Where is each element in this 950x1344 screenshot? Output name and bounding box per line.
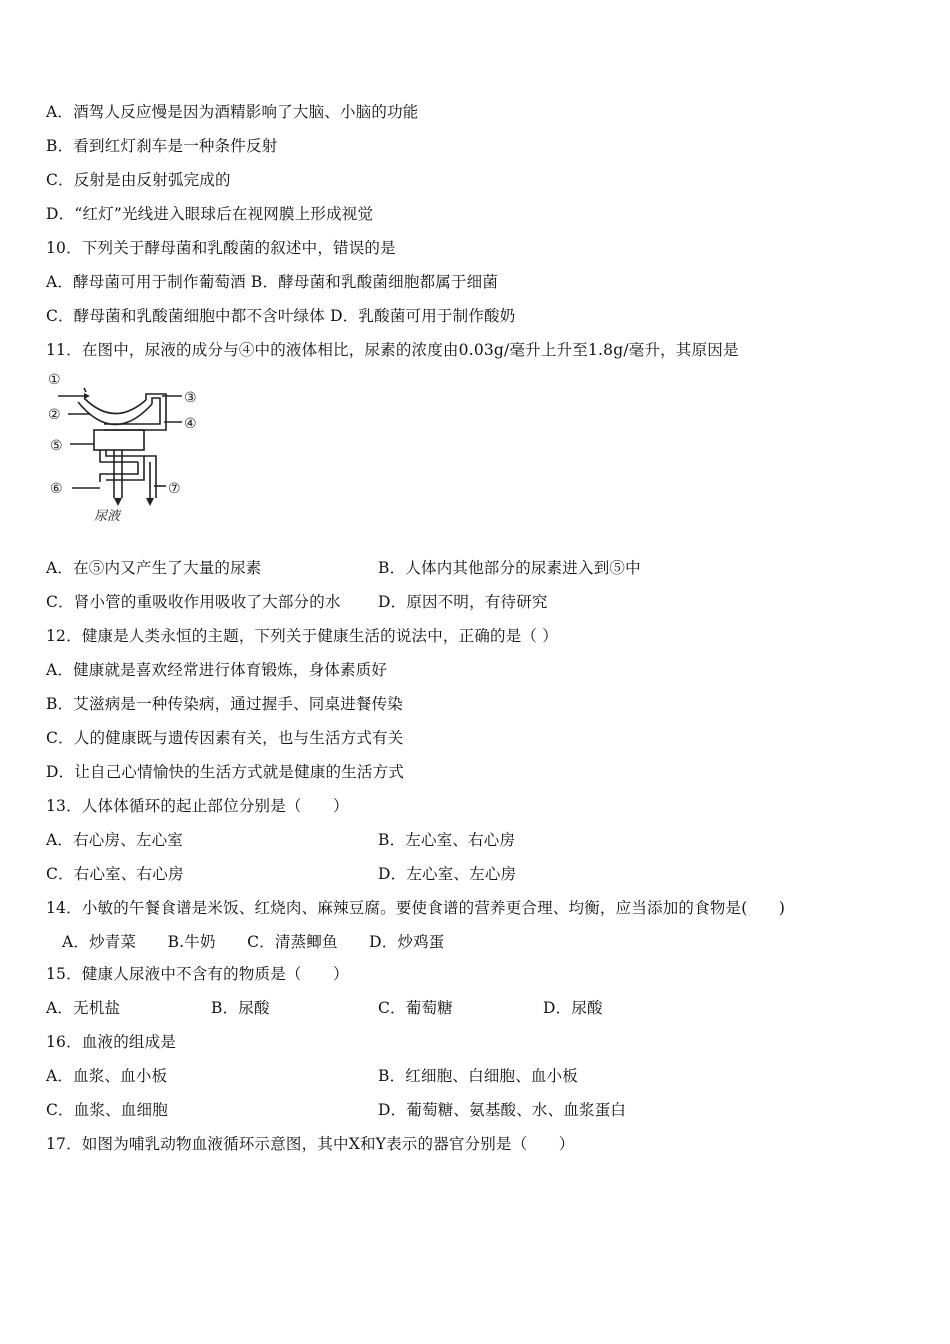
q17-stem: 17．如图为哺乳动物血液循环示意图，其中X和Y表示的器官分别是（ ） — [46, 1135, 575, 1153]
label-6: ⑥ — [50, 481, 63, 497]
q9-option-c: C．反射是由反射弧完成的 — [46, 171, 231, 189]
q13-option-d: D．左心室、左心房 — [378, 865, 517, 883]
q15-option-d: D．尿酸 — [543, 999, 603, 1017]
q13-row-cd — [46, 864, 517, 884]
label-4: ④ — [184, 416, 197, 432]
q12-stem: 12．健康是人类永恒的主题，下列关于健康生活的说法中，正确的是（ ） — [46, 627, 558, 645]
nephron-diagram — [44, 366, 214, 526]
q16-row-cd — [46, 1100, 627, 1120]
q11-option-a: A．在⑤内又产生了大量的尿素 — [46, 559, 262, 577]
label-1: ① — [48, 372, 61, 388]
q15-option-c: C．葡萄糖 — [378, 999, 453, 1017]
q16-option-b: B．红细胞、白细胞、血小板 — [378, 1067, 578, 1085]
q13-option-c: C．右心室、右心房 — [46, 865, 184, 883]
q10-stem: 10．下列关于酵母菌和乳酸菌的叙述中，错误的是 — [46, 239, 396, 257]
q15-option-a: A．无机盐 — [46, 999, 121, 1017]
q9-option-d: D．“红灯”光线进入眼球后在视网膜上形成视觉 — [46, 205, 374, 223]
label-5: ⑤ — [50, 438, 63, 454]
q12-option-c: C．人的健康既与遗传因素有关，也与生活方式有关 — [46, 729, 404, 747]
q15-option-b: B．尿酸 — [211, 999, 270, 1017]
q13-row-ab — [46, 830, 516, 850]
q11-stem: 11．在图中，尿液的成分与④中的液体相比，尿素的浓度由0.03g/毫升上升至1.8g/毫升，其原因是 — [46, 341, 739, 359]
q10-options-ab: A．酵母菌可用于制作葡萄酒 B．酵母菌和乳酸菌细胞都属于细菌 — [46, 273, 499, 291]
q11-option-b: B．人体内其他部分的尿素进入到⑤中 — [378, 559, 641, 577]
q12-option-a: A．健康就是喜欢经常进行体育锻炼，身体素质好 — [46, 661, 388, 679]
q16-stem: 16．血液的组成是 — [46, 1033, 177, 1051]
q16-option-c: C．血浆、血细胞 — [46, 1101, 168, 1119]
q11-option-c: C．肾小管的重吸收作用吸收了大部分的水 — [46, 593, 341, 611]
q13-option-b: B．左心室、右心房 — [378, 831, 516, 849]
q9-option-a: A．酒驾人反应慢是因为酒精影响了大脑、小脑的功能 — [46, 103, 419, 121]
q12-option-d: D．让自己心情愉快的生活方式就是健康的生活方式 — [46, 763, 405, 781]
q16-option-d: D．葡萄糖、氨基酸、水、血浆蛋白 — [378, 1101, 627, 1119]
label-3: ③ — [184, 390, 197, 406]
q11-option-d: D．原因不明，有待研究 — [378, 593, 548, 611]
q16-row-ab — [46, 1066, 578, 1086]
q9-option-b: B．看到红灯刹车是一种条件反射 — [46, 137, 278, 155]
label-2: ② — [48, 407, 61, 423]
q14-stem: 14．小敏的午餐食谱是米饭、红烧肉、麻辣豆腐。要使食谱的营养更合理、均衡，应当添加的食物是( ) — [46, 899, 786, 917]
q13-option-a: A．右心房、左心室 — [46, 831, 183, 849]
figure-caption: 尿液 — [94, 509, 121, 524]
q11-row-ab — [46, 558, 641, 578]
q13-stem: 13．人体体循环的起止部位分别是（ ） — [46, 797, 349, 815]
q12-option-b: B．艾滋病是一种传染病，通过握手、同桌进餐传染 — [46, 695, 403, 713]
q10-options-cd: C．酵母菌和乳酸菌细胞中都不含叶绿体 D．乳酸菌可用于制作酸奶 — [46, 307, 516, 325]
q16-option-a: A．血浆、血小板 — [46, 1067, 168, 1085]
q11-row-cd — [46, 592, 548, 612]
label-7: ⑦ — [168, 481, 181, 497]
q14-options: A．炒青菜 B.牛奶 C．清蒸鲫鱼 D．炒鸡蛋 — [62, 933, 445, 951]
q15-stem: 15．健康人尿液中不含有的物质是（ ） — [46, 965, 349, 983]
